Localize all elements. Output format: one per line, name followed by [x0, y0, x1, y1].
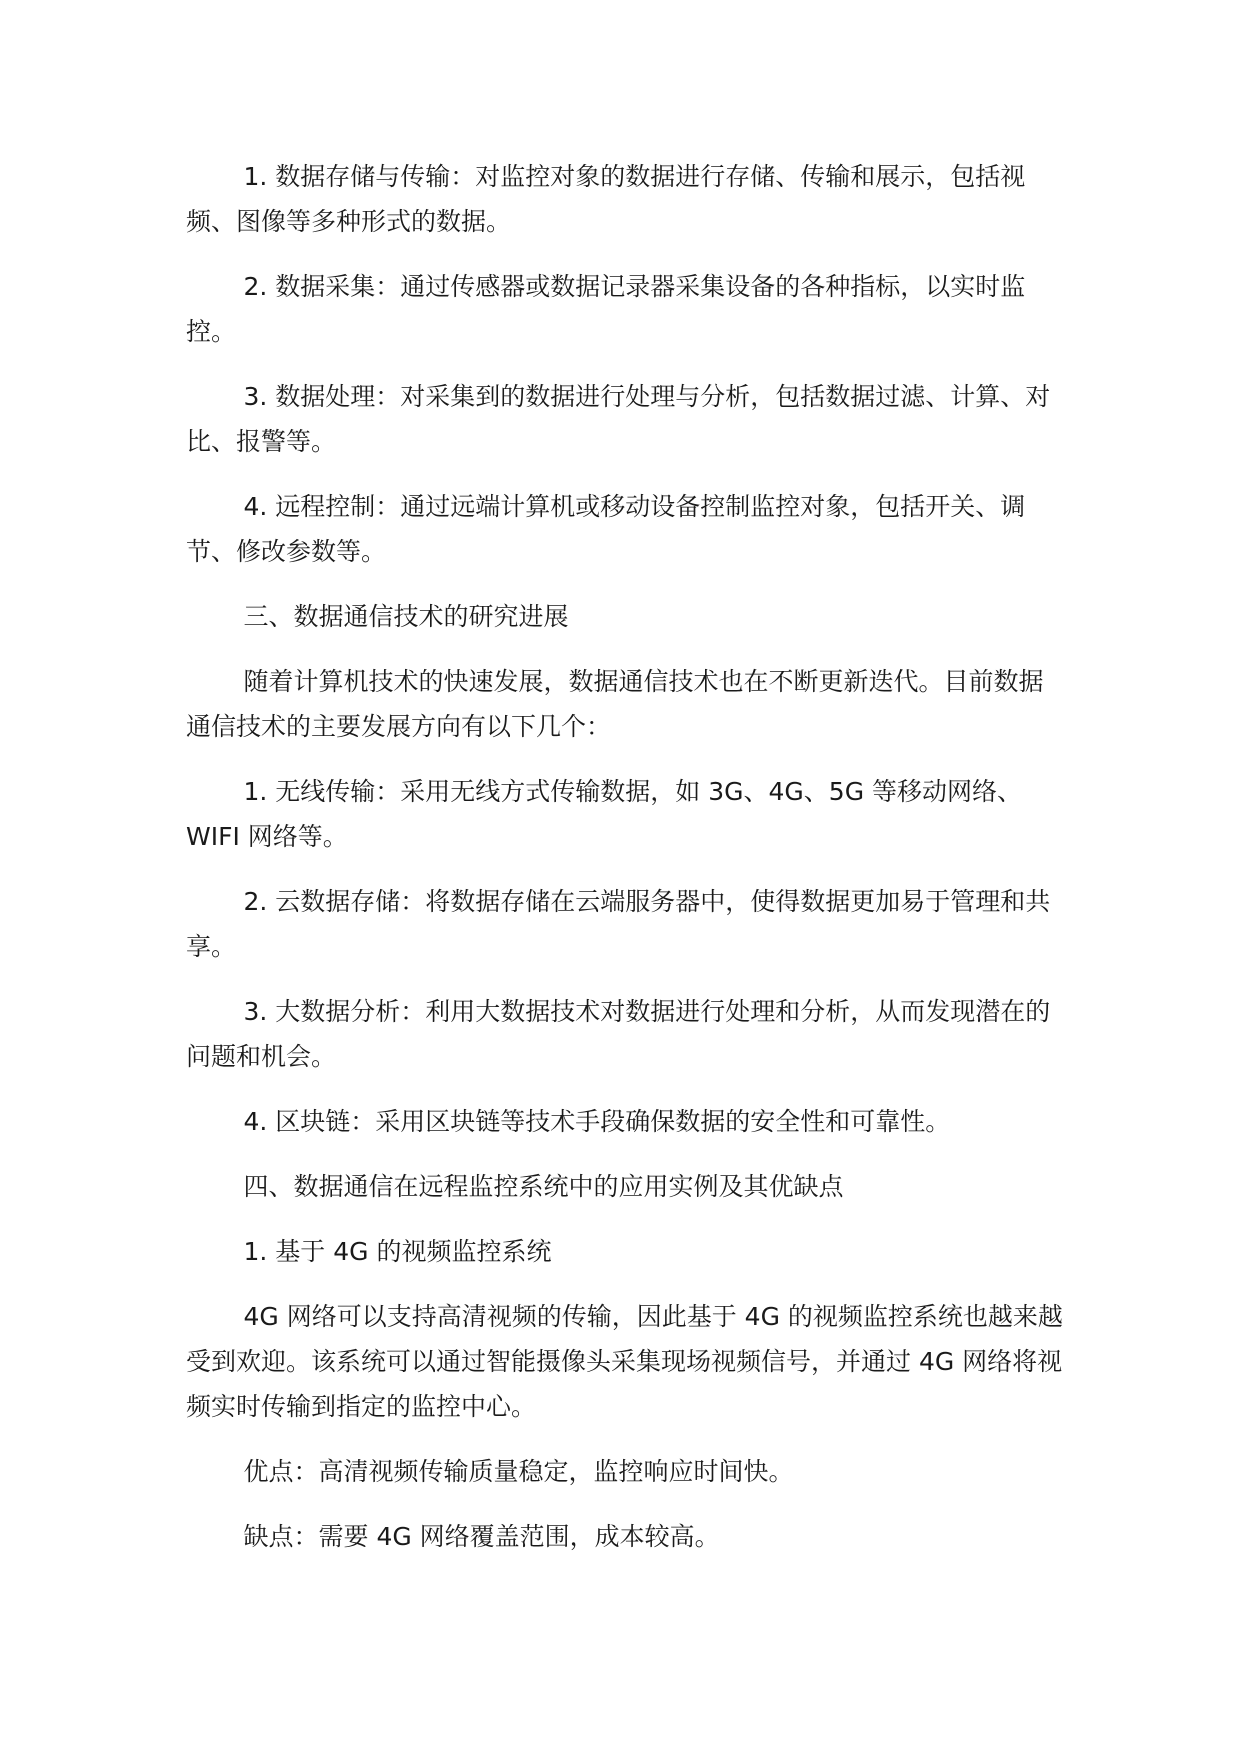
list-item-storage-transmission: 1. 数据存储与传输：对监控对象的数据进行存储、传输和展示，包括视频、图像等多种形式的数据。 — [186, 162, 1026, 236]
list-item-blockchain: 4. 区块链：采用区块链等技术手段确保数据的安全性和可靠性。 — [243, 1107, 951, 1136]
section-intro: 随着计算机技术的快速发展，数据通信技术也在不断更新迭代。目前数据通信技术的主要发展方向有以下几个： — [186, 667, 1044, 741]
list-item-big-data: 3. 大数据分析：利用大数据技术对数据进行处理和分析，从而发现潜在的问题和机会。 — [186, 997, 1051, 1071]
document-body — [186, 154, 1066, 1579]
subsection-heading-4g-video: 1. 基于 4G 的视频监控系统 — [243, 1237, 552, 1266]
list-item-data-processing: 3. 数据处理：对采集到的数据进行处理与分析，包括数据过滤、计算、对比、报警等。 — [186, 382, 1051, 456]
paragraph-4g-video-description: 4G 网络可以支持高清视频的传输，因此基于 4G 的视频监控系统也越来越受到欢迎。该系统可以通过智能摄像头采集现场视频信号，并通过 4G 网络将视频实时传输到指定的监控中心。 — [186, 1302, 1063, 1421]
paragraph-disadvantages: 缺点：需要 4G 网络覆盖范围，成本较高。 — [243, 1522, 720, 1551]
section-heading-4: 四、数据通信在远程监控系统中的应用实例及其优缺点 — [243, 1172, 844, 1201]
list-item-cloud-storage: 2. 云数据存储：将数据存储在云端服务器中，使得数据更加易于管理和共享。 — [186, 887, 1051, 961]
paragraph-advantages: 优点：高清视频传输质量稳定，监控响应时间快。 — [243, 1457, 794, 1486]
list-item-remote-control: 4. 远程控制：通过远端计算机或移动设备控制监控对象，包括开关、调节、修改参数等。 — [186, 492, 1026, 566]
list-item-wireless: 1. 无线传输：采用无线方式传输数据，如 3G、4G、5G 等移动网络、WIFI 网络等。 — [186, 777, 1023, 851]
section-heading-3: 三、数据通信技术的研究进展 — [243, 602, 569, 631]
list-item-data-collection: 2. 数据采集：通过传感器或数据记录器采集设备的各种指标，以实时监控。 — [186, 272, 1026, 346]
